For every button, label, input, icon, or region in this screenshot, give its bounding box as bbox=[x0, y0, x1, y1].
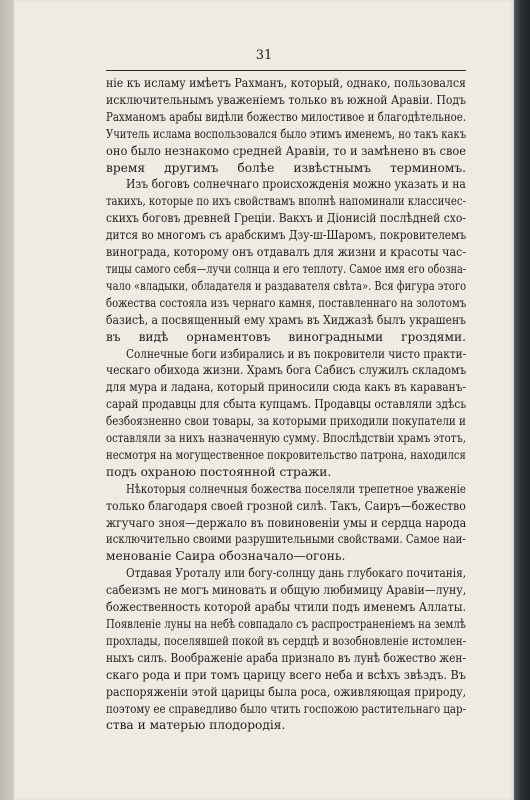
text-line: сабеизмъ не могъ миновать и общую любимицу Аравіи—луну, bbox=[106, 583, 466, 598]
text-line: въ видѣ орнаментовъ виноградными гроздями. bbox=[106, 329, 466, 344]
text-line: Рахманомъ арабы видѣли божество милостивое и благодѣтельное. bbox=[106, 109, 466, 124]
header-rule bbox=[106, 70, 466, 71]
text-line: скаго рода и при томъ царицу всего неба и всѣхъ звѣздъ. Въ bbox=[106, 667, 466, 682]
book-cover-edge bbox=[514, 0, 530, 800]
text-line: чало «владыки, обладателя и раздавателя свѣта». Вся фигура этого bbox=[106, 278, 466, 293]
text-line: исключительно своими разрушительными свойствами. Самое наи- bbox=[106, 532, 466, 547]
book-page bbox=[14, 0, 514, 800]
text-line: менованіе Саира обозначало—огонь. bbox=[106, 549, 346, 564]
text-line: подъ охраною постоянной стражи. bbox=[106, 464, 332, 479]
text-line: дится во многомъ съ арабскимъ Дзу-ш-Шаромъ, покровителемъ bbox=[106, 228, 466, 243]
text-line: божества состояла изъ чернаго камня, поставленнаго на золотомъ bbox=[106, 295, 466, 310]
text-line: жгучаго зноя—держало въ повиновеніи умы и сердца народа bbox=[106, 515, 466, 530]
text-line: Солнечные боги избирались и въ покровители чисто практи- bbox=[126, 346, 466, 361]
text-line: Появленіе луны на небѣ совпадало съ распространеніемъ на землѣ bbox=[106, 617, 466, 631]
text-line: безбоязненно свои товары, за которыми приходили покупатели и bbox=[106, 414, 466, 429]
text-line: поэтому ее справедливо было чтить госпожою растительнаго цар- bbox=[106, 701, 466, 716]
text-line: ніе къ исламу имѣетъ Рахманъ, который, однако, пользовался bbox=[106, 76, 466, 90]
text-line: только благодаря своей грозной силѣ. Такъ, Саиръ—божество bbox=[106, 498, 466, 513]
text-line: божественность которой арабы чтили подъ именемъ Аллаты. bbox=[106, 600, 466, 615]
text-line: ческаго обихода жизни. Храмъ бога Сабисъ служилъ складомъ bbox=[106, 363, 466, 378]
text-line: распоряженіи этой царицы была роса, оживляющая природу, bbox=[106, 684, 466, 699]
text-line: время другимъ болѣе извѣстнымъ терминомъ. bbox=[106, 160, 466, 175]
text-line: базисѣ, а посвященный ему храмъ въ Хиджазѣ былъ украшенъ bbox=[106, 312, 466, 327]
text-line: Учитель ислама воспользовался было этимъ именемъ, но такъ какъ bbox=[106, 126, 466, 141]
text-line: такихъ, которые по ихъ свойствамъ вполнѣ напоминали классичес- bbox=[106, 194, 466, 209]
text-line: несмотря на могущественное покровительство патрона, находился bbox=[106, 447, 466, 462]
text-line: скихъ боговъ древней Греціи. Вакхъ и Діонисій послѣдней схо- bbox=[106, 211, 466, 226]
text-line: ныхъ силъ. Воображеніе араба признало въ лунѣ божество жен- bbox=[106, 650, 466, 665]
text-line: сарай продавцы для сбыта купцамъ. Продавцы оставляли здѣсь bbox=[106, 397, 466, 412]
text-line: тицы самого себя—лучи солнца и его теплоту. Самое имя его обозна- bbox=[106, 261, 466, 276]
page-number: 31 bbox=[255, 48, 273, 63]
text-line: Изъ боговъ солнечнаго происхожденія можно указать и на bbox=[126, 177, 466, 192]
text-line: Отдавая Уроталу или богу-солнцу дань глубокаго почитанія, bbox=[126, 566, 466, 581]
text-line: Нѣкоторыя солнечныя божества поселяли трепетное уваженіе bbox=[126, 481, 466, 496]
text-line: прохлады, поселявшей покой въ сердцѣ и возобновленіе истомлен- bbox=[106, 633, 466, 648]
body-text bbox=[106, 75, 466, 734]
text-line: оно было незнакомо средней Аравіи, то и замѣнено въ свое bbox=[106, 143, 466, 158]
text-line: винограда, которому онъ отдавалъ для жизни и красоты час- bbox=[106, 245, 466, 260]
text-line: для мура и ладана, который приносили сюда какъ въ караванъ- bbox=[106, 380, 466, 395]
text-line: ства и матерью плодородія. bbox=[106, 718, 286, 733]
text-line: оставляли за нихъ назначенную сумму. Впослѣдствіи храмъ этотъ, bbox=[106, 431, 466, 446]
text-line: исключительнымъ уваженіемъ только въ южной Аравіи. Подъ bbox=[106, 92, 466, 107]
